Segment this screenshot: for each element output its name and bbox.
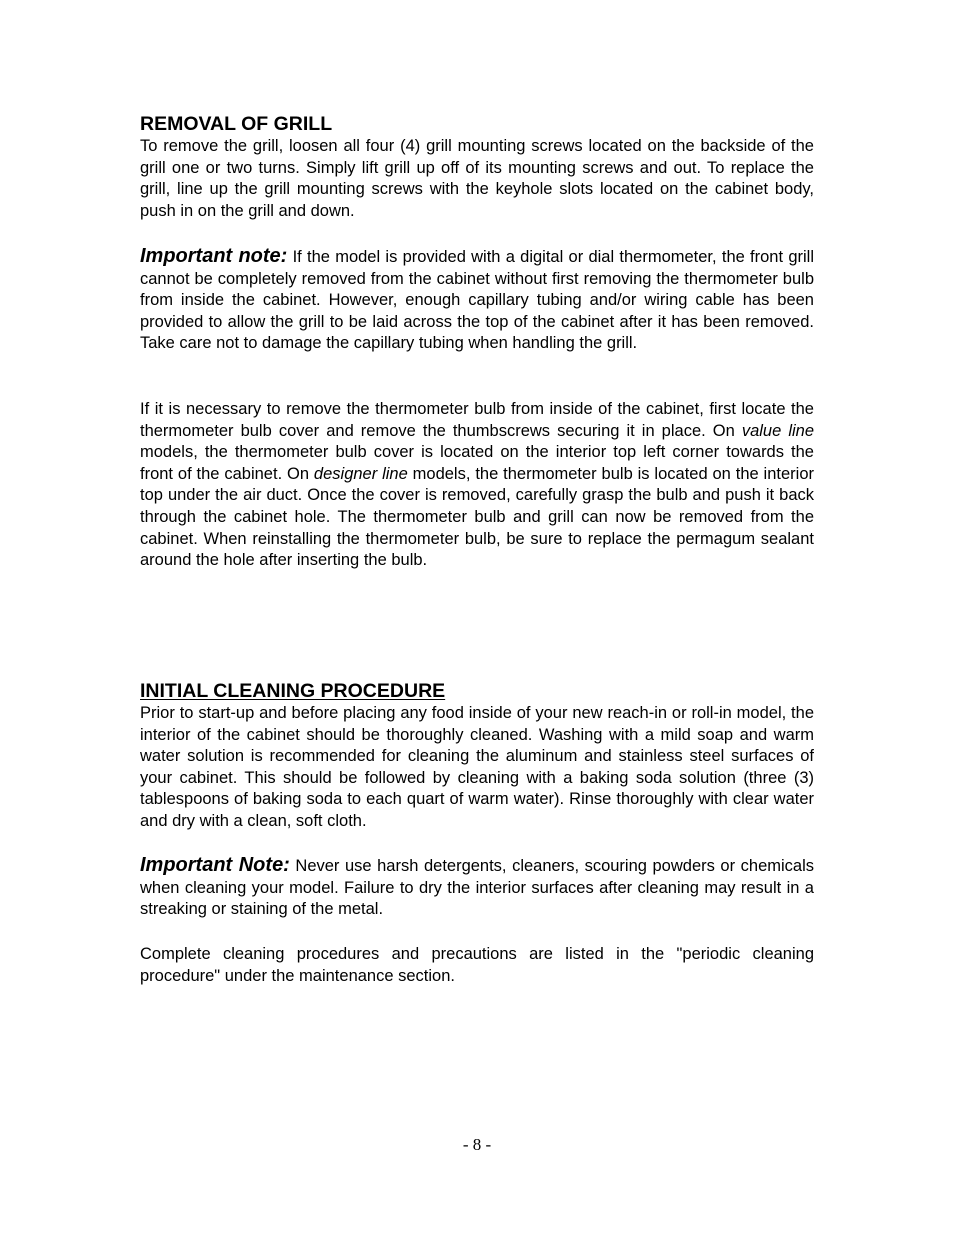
removal-note (140, 246, 814, 355)
complete-cleaning-section (140, 944, 814, 987)
important-note-text: If the model is provided with a digital or dial thermometer, the front grill cannot be completely removed from the cabinet without first removing the thermometer bulb from inside the cabinet. However, enough capillary tubing and/or wiring cable has been provided to allow the grill to be laid across the top of the cabinet after it has been removed. Take care not to damage the capillary tubing when handling the grill. (140, 248, 814, 353)
important-note-label: Important Note: (140, 854, 290, 876)
thermometer-bulb-paragraph (140, 399, 814, 572)
removal-note-paragraph (140, 246, 814, 355)
designer-line-term: designer line (313, 464, 408, 483)
page-number: - 8 - (462, 1135, 492, 1154)
cleaning-heading: INITIAL CLEANING PROCEDURE (140, 680, 446, 702)
value-line-term: value line (741, 421, 815, 440)
removal-intro: To remove the grill, loosen all four (4) grill mounting screws located on the backside of the grill one or two turns. Simply lift grill up off of its mounting screws and out. To replace the grill, line up the grill mounting screws with the keyhole slots located on the cabinet body, push in on the grill and down. (140, 137, 814, 220)
cleaning-intro: Prior to start-up and before placing any food inside of your new reach-in or roll-in model, the interior of the cabinet should be thoroughly cleaned. Washing with a mild soap and warm water solution is recommended for cleaning the aluminum and stainless steel surfaces of your cabinet. This should be followed by cleaning with a baking soda solution (three (3) tablespoons of baking soda to each quart of warm water). Rinse thoroughly with clear water and dry with a clean, soft cloth. (140, 704, 814, 830)
cleaning-note (140, 855, 814, 921)
important-note-label: Important note: (140, 245, 288, 267)
cleaning-note-paragraph (140, 855, 814, 921)
important-note-text: Never use harsh detergents, cleaners, scouring powders or chemicals when cleaning your model. Failure to dry the interior surfaces after cleaning may result in a streaking or staining of the metal. (140, 857, 814, 919)
removal-heading: REMOVAL OF GRILL (140, 113, 333, 135)
thermometer-bulb-section (140, 399, 814, 572)
complete-cleaning-paragraph: Complete cleaning procedures and precautions are listed in the "periodic cleaning procedure" under the maintenance section. (140, 945, 814, 985)
bulb-text-part3: models, the thermometer bulb is located on the interior top under the air duct. Once the cover is removed, carefully grasp the bulb and push it back through the cabinet hole. The thermometer bulb and grill can now be removed from the cabinet. When reinstalling the thermometer bulb, be sure to replace the permagum sealant around the hole after inserting the bulb. (140, 464, 814, 570)
bulb-text-part2: models, the thermometer bulb cover is located on the interior top left corner towards the front of the cabinet. On (140, 443, 814, 483)
cleaning-section (140, 679, 814, 833)
bulb-text-part1: If it is necessary to remove the thermometer bulb from inside of the cabinet, first locate the thermometer bulb cover and remove the thumbscrews securing it in place. On (140, 400, 814, 440)
removal-section (140, 112, 814, 222)
